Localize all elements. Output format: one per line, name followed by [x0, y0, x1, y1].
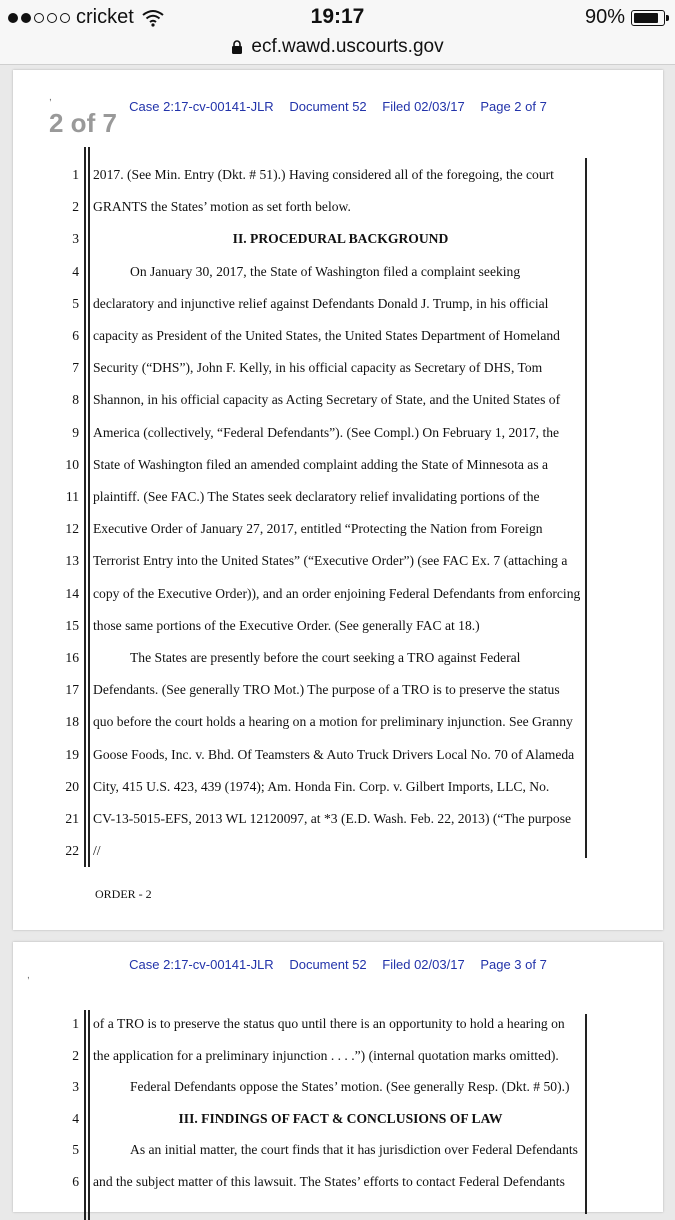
line-number: 10: [65, 456, 79, 472]
text-line: [13, 191, 663, 223]
line-number: 9: [72, 424, 79, 440]
line-text: City, 415 U.S. 423, 439 (1974); Am. Honda Fin. Corp. v. Gilbert Imports, LLC, No.: [93, 778, 550, 794]
text-line: [13, 384, 663, 416]
text-line: [13, 417, 663, 449]
text-line: [13, 513, 663, 545]
text-line: [13, 159, 663, 191]
line-number: 19: [65, 746, 79, 762]
carrier-name: cricket: [76, 6, 134, 28]
page-header: [13, 957, 663, 972]
text-line: [13, 771, 663, 803]
battery-percent: 90%: [584, 6, 625, 28]
text-line: [13, 1166, 663, 1198]
line-text: capacity as President of the United States, the United States Department of Homeland: [93, 328, 560, 343]
url-display[interactable]: [0, 34, 675, 60]
battery-tip: [666, 15, 669, 21]
clock: 19:17: [310, 5, 365, 28]
line-text: 2017. (See Min. Entry (Dkt. # 51).) Having considered all of the foregoing, the court: [93, 167, 554, 182]
address-bar[interactable]: [0, 34, 675, 65]
line-number: 20: [65, 778, 79, 794]
text-line: [13, 1103, 663, 1135]
section-heading: II. PROCEDURAL BACKGROUND: [232, 231, 449, 247]
page-count-badge: 2 of 7: [49, 108, 117, 138]
text-line: [13, 674, 663, 706]
line-text: the application for a preliminary injunction . . . .”) (internal quotation marks omitted).: [93, 1047, 559, 1063]
line-text: Federal Defendants oppose the States’ motion. (See generally Resp. (Dkt. # 50).): [130, 1079, 570, 1094]
line-number: 6: [72, 328, 79, 343]
line-number: 8: [72, 392, 79, 408]
line-text: CV-13-5015-EFS, 2013 WL 12120097, at *3 (E.D. Wash. Feb. 22, 2013) (“The purpose: [93, 811, 572, 826]
text-line: [13, 352, 663, 384]
text-line: [13, 481, 663, 513]
document-number: Document 52: [289, 99, 367, 114]
line-text: Shannon, in his official capacity as Acting Secretary of State, and the United States of: [93, 392, 561, 408]
text-line: [13, 1040, 663, 1072]
battery-icon: [631, 10, 665, 26]
line-text: As an initial matter, the court finds that it has jurisdiction over Federal Defendants: [130, 1142, 578, 1157]
text-line: [13, 449, 663, 481]
line-number: 17: [65, 682, 79, 698]
line-number: 22: [65, 843, 79, 859]
line-text: declaratory and injunctive relief against Defendants Donald J. Trump, in his official: [93, 295, 549, 311]
text-line: [13, 706, 663, 738]
line-number: 11: [65, 489, 79, 504]
line-number: 2: [72, 1047, 79, 1063]
text-line: [13, 1008, 663, 1040]
status-bar: [0, 0, 675, 34]
line-text: those same portions of the Executive Order. (See generally FAC at 18.): [93, 617, 480, 633]
battery-level: [634, 13, 658, 23]
line-text: quo before the court holds a hearing on a motion for preliminary injunction. See Granny: [93, 714, 573, 730]
text-line: [13, 835, 663, 867]
line-text: On January 30, 2017, the State of Washington filed a complaint seeking: [130, 263, 521, 279]
line-number: 5: [72, 1142, 79, 1157]
status-right: [585, 6, 665, 29]
text-line: [13, 545, 663, 577]
line-text: Defendants. (See generally TRO Mot.) The purpose of a TRO is to preserve the status: [93, 682, 560, 698]
line-number: 6: [72, 1173, 79, 1189]
filed-date: Filed 02/03/17: [382, 99, 465, 114]
scan-mark: ,: [27, 970, 30, 981]
text-line: [13, 223, 663, 255]
page-indicator: Page 3 of 7: [480, 957, 547, 972]
line-text: and the subject matter of this lawsuit. The States’ efforts to contact Federal Defendants: [93, 1173, 565, 1189]
document-page: [13, 942, 663, 1212]
line-text: plaintiff. (See FAC.) The States seek declaratory relief invalidating portions of the: [93, 489, 540, 504]
lock-icon: [231, 40, 243, 54]
case-number: Case 2:17-cv-00141-JLR: [129, 957, 274, 972]
text-line: [13, 1134, 663, 1166]
line-text: The States are presently before the court seeking a TRO against Federal: [130, 650, 521, 665]
line-number: 12: [65, 521, 79, 537]
text-line: [13, 288, 663, 320]
line-text: Security (“DHS”), John F. Kelly, in his official capacity as Secretary of DHS, Tom: [93, 360, 543, 376]
line-text: of a TRO is to preserve the status quo until there is an opportunity to hold a hearing on: [93, 1016, 565, 1031]
text-line: [13, 578, 663, 610]
line-text: GRANTS the States’ motion as set forth below.: [93, 199, 351, 215]
filed-date: Filed 02/03/17: [382, 957, 465, 972]
text-line: [13, 803, 663, 835]
line-text: Terrorist Entry into the United States” (“Executive Order”) (see FAC Ex. 7 (attaching a: [93, 553, 568, 569]
page-footer: ORDER - 2: [95, 887, 152, 901]
line-number: 14: [65, 585, 79, 601]
line-number: 3: [72, 231, 79, 247]
line-number: 4: [72, 263, 79, 279]
line-number: 18: [65, 714, 79, 730]
scan-mark: ,: [49, 92, 52, 103]
line-text: America (collectively, “Federal Defendants”). (See Compl.) On February 1, 2017, the: [93, 424, 560, 440]
line-text: copy of the Executive Order)), and an order enjoining Federal Defendants from enforcing: [93, 585, 581, 601]
line-text: State of Washington filed an amended complaint adding the State of Minnesota as a: [93, 456, 549, 472]
text-line: [13, 1071, 663, 1103]
case-number: Case 2:17-cv-00141-JLR: [129, 99, 274, 114]
url-text[interactable]: ecf.wawd.uscourts.gov: [251, 36, 444, 57]
line-number: 21: [65, 811, 79, 826]
section-heading: III. FINDINGS OF FACT & CONCLUSIONS OF LAW: [178, 1110, 503, 1126]
line-number: 1: [72, 167, 79, 182]
line-number: 2: [72, 199, 79, 215]
line-number: 13: [65, 553, 79, 569]
line-number: 1: [72, 1016, 79, 1031]
text-line: [13, 320, 663, 352]
line-number: 7: [72, 360, 79, 376]
text-line: [13, 642, 663, 674]
line-text: Goose Foods, Inc. v. Bhd. Of Teamsters & Auto Truck Drivers Local No. 70 of Alameda: [93, 746, 575, 762]
text-line: [13, 256, 663, 288]
line-number: 16: [65, 650, 79, 665]
page-indicator: Page 2 of 7: [480, 99, 547, 114]
text-line: [13, 739, 663, 771]
line-number: 4: [72, 1110, 79, 1126]
text-line: [13, 610, 663, 642]
document-page: [13, 70, 663, 930]
line-number: 15: [65, 617, 79, 633]
line-text: Executive Order of January 27, 2017, entitled “Protecting the Nation from Foreign: [93, 521, 543, 537]
line-number: 3: [72, 1079, 79, 1094]
document-number: Document 52: [289, 957, 367, 972]
line-number: 5: [72, 295, 79, 311]
line-text: //: [93, 843, 101, 859]
